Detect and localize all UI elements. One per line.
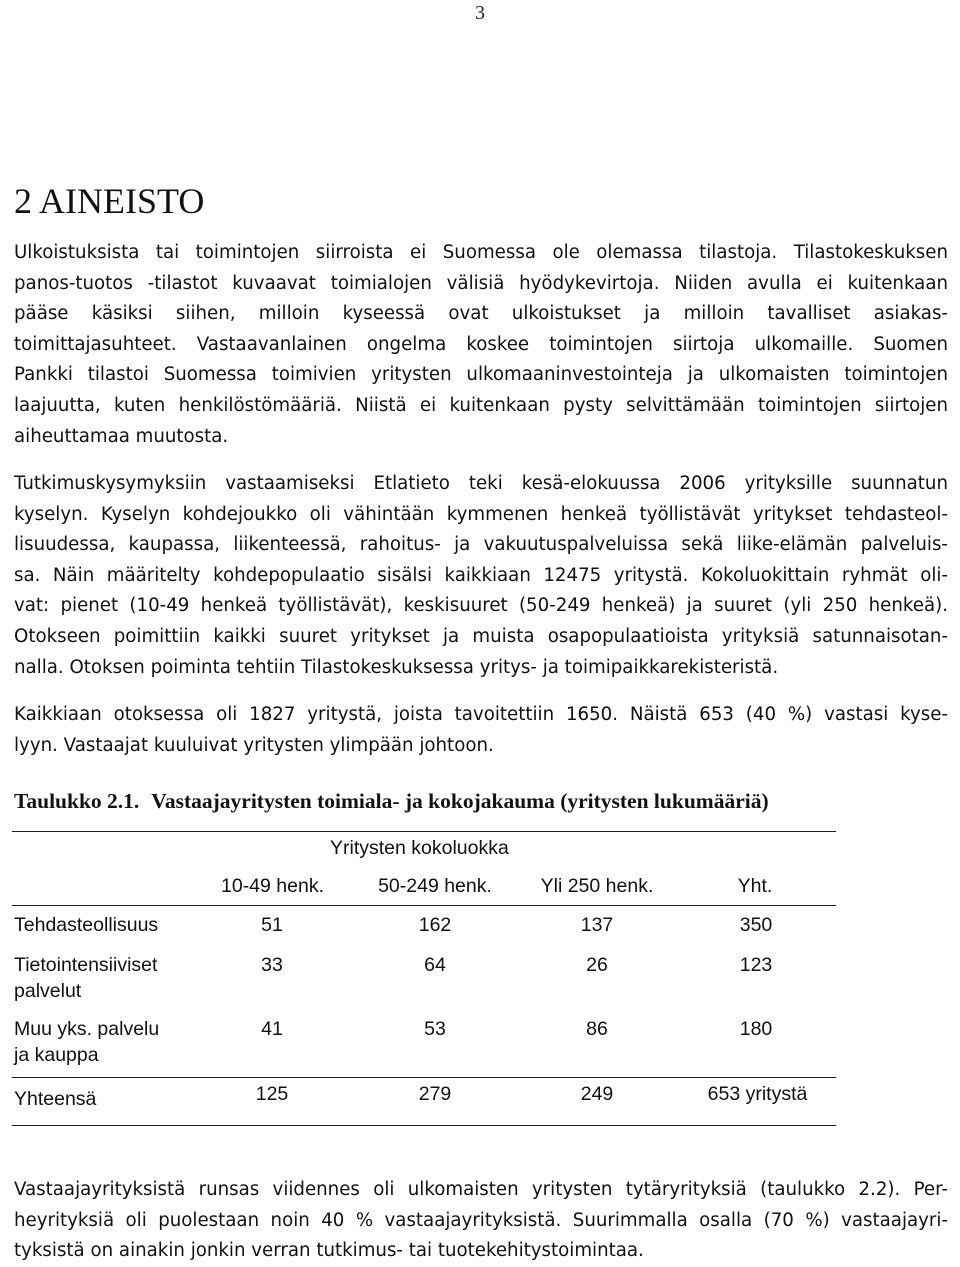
text-line: lyyn. Vastaajat kuuluivat yritysten ylimpään johtoon.	[14, 734, 494, 756]
text-line: tyksistä on ainakin jonkin verran tutkimus- tai tuotekehitystoimintaa.	[14, 1240, 644, 1262]
page-number: 3	[475, 2, 485, 24]
section-title: 2 AINEISTO	[14, 181, 205, 221]
row-label: Tehdasteollisuus	[14, 914, 159, 936]
column-header: 10-49 henk.	[221, 875, 324, 897]
table-cell: 86	[586, 1018, 608, 1040]
table-bottom-rule	[12, 1125, 836, 1126]
text-line: Vastaajayrityksistä runsas viidennes oli ulkomaisten yritysten tytäryrityksiä (taulukko 2.2). Per-	[14, 1179, 948, 1200]
text-line: Tutkimuskysymyksiin vastaamiseksi Etlatieto teki kesä-elokuussa 2006 yrityksille suunnatun	[14, 473, 948, 494]
table-cell: 123	[739, 954, 773, 976]
text-line: panos-tuotos -tilastot kuvaavat toimialojen välisiä hyödykevirtoja. Niiden avulla ei kuitenkaan	[14, 272, 948, 294]
paragraph-intro	[14, 238, 948, 452]
row-label: ja kauppa	[14, 1044, 99, 1066]
text-line: nalla. Otoksen poiminta tehtiin Tilastokeskuksessa yritys- ja toimipaikkarekisteristä.	[14, 656, 779, 678]
row-label-total: Yhteensä	[14, 1088, 97, 1110]
paragraph-respondents	[14, 1175, 948, 1267]
paragraph-sample	[14, 700, 948, 761]
table-cell-total: 653 yritystä	[707, 1083, 808, 1105]
text-line: Otokseen poimittiin kaikki suuret yritykset ja muista osapopulaatioista yrityksiä satunnaisotan-	[14, 625, 948, 647]
text-line: heyrityksiä oli puolestaan noin 40 % vastaajayrityksistä. Suurimmalla osalla (70 %) vastaajayri-	[14, 1209, 948, 1231]
text-line: Kaikkiaan otoksessa oli 1827 yritystä, joista tavoitettiin 1650. Näistä 653 (40 %) vastasi kyse-	[14, 704, 948, 725]
text-line: toimittajasuhteet. Vastaavanlainen ongelma koskee toimintojen siirtoja ulkomaille. Suomen	[14, 333, 948, 355]
table-top-rule	[12, 831, 836, 832]
table-cell: 53	[424, 1018, 446, 1040]
table-cell-total: 249	[580, 1083, 614, 1105]
table-cell: 180	[739, 1018, 773, 1040]
table-caption-text: Vastaajayritysten toimiala- ja kokojakauma (yritysten lukumääriä)	[151, 789, 769, 813]
table-cell: 162	[418, 914, 452, 936]
table-cell: 137	[580, 914, 614, 936]
table-cell-total: 125	[255, 1083, 289, 1105]
table-cell: 64	[424, 954, 446, 976]
table-cell: 33	[261, 954, 283, 976]
text-line: kyselyn. Kyselyn kohdejoukko oli vähintään kymmenen henkeä työllistävät yritykset tehdasteol-	[14, 503, 948, 525]
text-line: lisuudessa, kaupassa, liikenteessä, rahoitus- ja vakuutuspalveluissa sekä liike-elämän palveluis-	[14, 534, 948, 556]
column-header: Yli 250 henk.	[540, 875, 654, 897]
text-line: laajuutta, kuten henkilöstömääriä. Niistä ei kuitenkaan pysty selvittämään toimintojen siirtojen	[14, 394, 948, 416]
table-cell: 350	[739, 914, 773, 936]
row-label: palvelut	[14, 980, 82, 1002]
text-line: pääse käsiksi siihen, milloin kyseessä ovat ulkoistukset ja milloin tavalliset asiakas-	[14, 303, 948, 325]
text-line: Pankki tilastoi Suomessa toimivien yritysten ulkomaaninvestointeja ja ulkomaisten toimintojen	[14, 364, 948, 386]
table-cell: 26	[586, 954, 608, 976]
text-line: Ulkoistuksista tai toimintojen siirroista ei Suomessa ole olemassa tilastoja. Tilastokeskuksen	[14, 242, 948, 263]
table-caption	[14, 789, 769, 814]
table-group-header: Yritysten kokoluokka	[330, 837, 509, 859]
table-cell: 41	[261, 1018, 283, 1040]
table-header-rule	[12, 905, 836, 906]
table-cell: 51	[261, 914, 283, 936]
table-cell-total: 279	[418, 1083, 452, 1105]
text-line: sa. Näin määritelty kohdepopulaatio sisälsi kaikkiaan 12475 yritystä. Kokoluokittain ryhmät oli-	[14, 564, 948, 586]
row-label: Muu yks. palvelu	[14, 1018, 160, 1040]
text-line: vat: pienet (10-49 henkeä työllistävät), keskisuuret (50-249 henkeä) ja suuret (yli 250 henkeä).	[14, 595, 948, 617]
column-header: Yht.	[737, 875, 773, 897]
row-label: Tietointensiiviset	[14, 954, 158, 976]
text-line: aiheuttamaa muutosta.	[14, 425, 229, 447]
table-total-rule	[12, 1077, 836, 1078]
paragraph-survey	[14, 469, 948, 683]
column-header: 50-249 henk.	[378, 875, 492, 897]
table-caption-label: Taulukko 2.1.	[14, 789, 140, 813]
